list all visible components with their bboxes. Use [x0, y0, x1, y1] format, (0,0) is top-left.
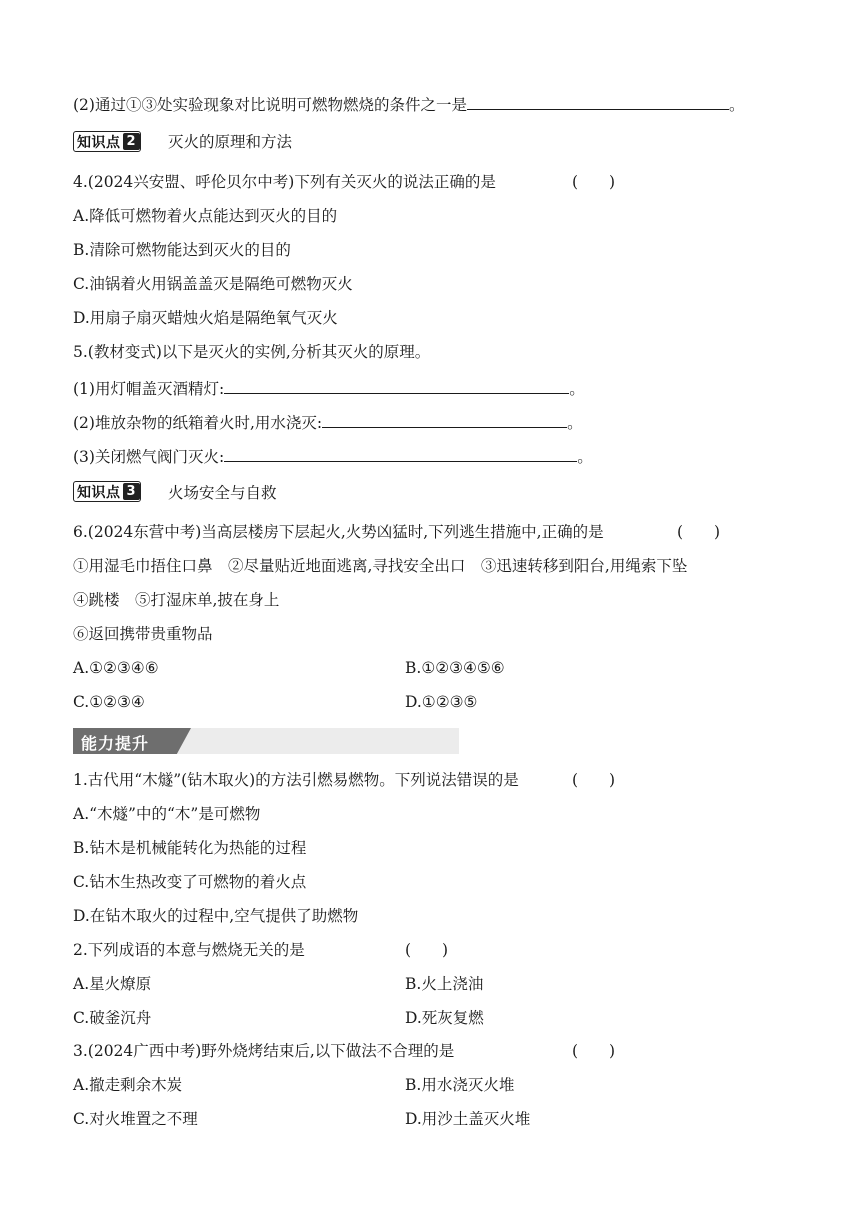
option-d[interactable]: D.在钻木取火的过程中,空气提供了助燃物 [73, 907, 359, 925]
option-c[interactable]: C.①②③④ [73, 693, 145, 711]
ability-question-3-stem: 3.(2024广西中考)野外烧烤结束后,以下做法不合理的是 [73, 1042, 455, 1060]
question-5-stem: 5.(教材变式)以下是灭火的实例,分析其灭火的原理。 [73, 343, 431, 361]
question-5-item-1: (1)用灯帽盖灭酒精灯: 。 [73, 377, 585, 399]
answer-blank[interactable] [467, 93, 729, 110]
knowledge-point-title: 灭火的原理和方法 [168, 133, 293, 151]
option-b[interactable]: B.①②③④⑤⑥ [405, 659, 505, 677]
badge-label: 知识点 [77, 484, 121, 501]
answer-blank[interactable] [224, 377, 569, 394]
badge-label: 知识点 [77, 134, 121, 151]
question-5-item-3: (3)关闭燃气阀门灭火: 。 [73, 445, 593, 467]
option-d[interactable]: D.①②③⑤ [405, 693, 478, 711]
answer-parentheses[interactable]: ( ) [572, 771, 616, 789]
question-4-stem: 4.(2024兴安盟、呼伦贝尔中考)下列有关灭火的说法正确的是 [73, 173, 496, 191]
ability-question-1-stem: 1.古代用“木燧”(钻木取火)的方法引燃易燃物。下列说法错误的是 [73, 771, 519, 789]
question-prev-2: (2)通过①③处实验现象对比说明可燃物燃烧的条件之一是 。 [73, 93, 744, 115]
question-6-measures-1: ①用湿毛巾捂住口鼻 ②尽量贴近地面逃离,寻找安全出口 ③迅速转移到阳台,用绳索下坠 [73, 557, 688, 575]
section-title: 能力提升 [81, 734, 150, 753]
question-6-measures-2: ④跳楼 ⑤打湿床单,披在身上 [73, 591, 280, 609]
option-b[interactable]: B.火上浇油 [405, 975, 484, 993]
option-d[interactable]: D.死灰复燃 [405, 1009, 484, 1027]
option-b[interactable]: B.清除可燃物能达到灭火的目的 [73, 241, 291, 259]
option-a[interactable]: A.降低可燃物着火点能达到灭火的目的 [73, 207, 338, 225]
knowledge-point-badge [73, 481, 141, 502]
option-c[interactable]: C.对火堆置之不理 [73, 1110, 198, 1128]
question-text: (2)通过①③处实验现象对比说明可燃物燃烧的条件之一是 [73, 96, 467, 114]
option-a[interactable]: A.“木燧”中的“木”是可燃物 [73, 805, 261, 823]
answer-parentheses[interactable]: ( ) [572, 173, 616, 191]
knowledge-point-title: 火场安全与自救 [168, 484, 277, 502]
option-a[interactable]: A.①②③④⑥ [73, 659, 159, 677]
option-b[interactable]: B.用水浇灭火堆 [405, 1076, 515, 1094]
ability-question-2-stem: 2.下列成语的本意与燃烧无关的是 [73, 941, 305, 959]
badge-number: 3 [123, 483, 140, 500]
knowledge-point-badge [73, 131, 141, 152]
option-d[interactable]: D.用扇子扇灭蜡烛火焰是隔绝氧气灭火 [73, 309, 338, 327]
option-d[interactable]: D.用沙土盖灭火堆 [405, 1110, 531, 1128]
answer-parentheses[interactable]: ( ) [405, 941, 449, 959]
option-a[interactable]: A.星火燎原 [73, 975, 152, 993]
option-b[interactable]: B.钻木是机械能转化为热能的过程 [73, 839, 307, 857]
answer-blank[interactable] [322, 411, 567, 428]
badge-number: 2 [123, 133, 140, 150]
option-a[interactable]: A.撤走剩余木炭 [73, 1076, 183, 1094]
section-banner [73, 726, 459, 754]
option-c[interactable]: C.破釜沉舟 [73, 1009, 152, 1027]
question-6-stem: 6.(2024东营中考)当高层楼房下层起火,火势凶猛时,下列逃生措施中,正确的是 [73, 523, 604, 541]
question-6-measures-3: ⑥返回携带贵重物品 [73, 625, 213, 643]
answer-parentheses[interactable]: ( ) [572, 1042, 616, 1060]
question-5-item-2: (2)堆放杂物的纸箱着火时,用水浇灭: 。 [73, 411, 583, 433]
answer-parentheses[interactable]: ( ) [677, 523, 721, 541]
answer-blank[interactable] [224, 445, 577, 462]
option-c[interactable]: C.钻木生热改变了可燃物的着火点 [73, 873, 307, 891]
option-c[interactable]: C.油锅着火用锅盖盖灭是隔绝可燃物灭火 [73, 275, 353, 293]
